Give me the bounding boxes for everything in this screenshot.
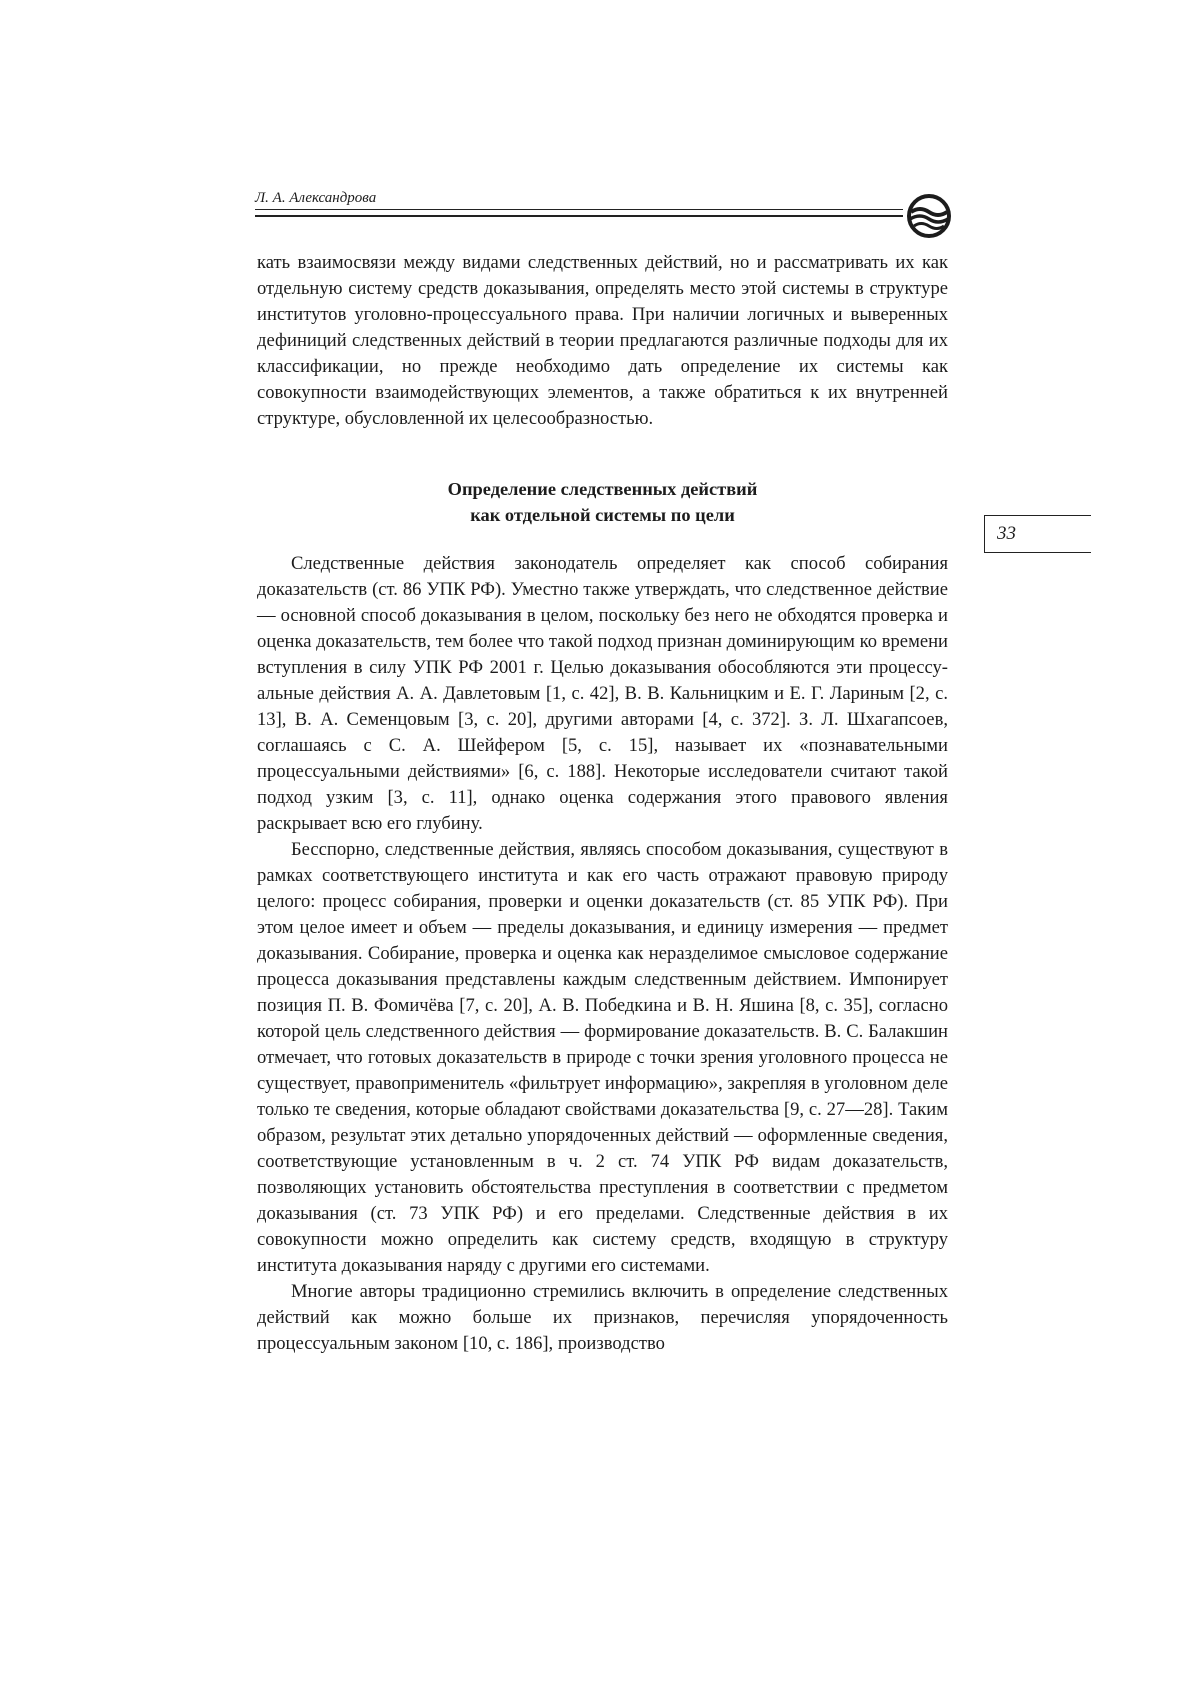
running-head-author: Л. А. Александрова [255,190,377,206]
paragraph-continued: кать взаимосвязи между видами следственных действий, но и рассматривать их как отдельную систему средств доказывания, определять место этой системы в структуре институтов уголовно-процессуального права. При наличии логичных и выверенных дефиниций следственных действий в теории предлагаются различные подходы для их классификации, но прежде необходимо дать определение их системы как совокупности взаимодействующих элементов, а также обратиться к их внутренней структуре, обусловленной их целесообразностью. [257,252,948,429]
section-heading-line-1: Определение следственных действий [447,479,758,499]
publisher-wave-logo-icon [905,192,953,240]
section-heading-line-2: как отдельной системы по цели [470,505,735,525]
section-heading [257,476,948,528]
body-text-top [257,250,948,432]
page-number-box [984,515,1091,553]
paragraph-2: Бесспорно, следственные действия, являясь способом доказывания, существуют в рамках соответствующего института и как его часть отражают правовую природу целого: процесс собирания, проверки и оценки доказательств (ст. 85 УПК РФ). При этом целое имеет и объем — пределы доказывания, и единицу измерения — предмет доказывания. Собирание, проверка и оценка как неразделимое смысловое содержание процесса доказывания представлены каждым следственным действием. Импонирует позиция П. В. Фомичёва [7, с. 20], А. В. Победкина и В. Н. Яшина [8, с. 35], согласно которой цель следственного действия — формирование доказательств. В. С. Балакшин отмечает, что готовых доказательств в природе с точки зрения уголовного процесса не существует, правоприменитель «фильтрует информацию», закрепляя в уголовном деле только те сведения, которые обладают свойствами доказательства [9, с. 27—28]. Таким образом, результат этих детально упорядоченных действий — оформленные сведения, соответствующие установленным в ч. 2 ст. 74 УПК РФ видам доказательств, позволяющих установить обстоятельства преступления в соответствии с предметом доказывания (ст. 73 УПК РФ) и его пределами. Следственные действия в их совокупности можно определить как систему средств, входящую в структуру института доказывания наряду с другими его системами. [257,839,948,1276]
header-rule [255,209,903,217]
paragraph-3: Многие авторы традиционно стремились включить в определение следственных действий как можно больше их признаков, перечисляя упорядоченность процессуальным законом [10, с. 186], производство [257,1281,948,1354]
body-text-main [257,551,948,1357]
paragraph-1: Следственные действия законодатель определяет как способ собирания доказательств (ст. 86 УПК РФ). Уместно также утверждать, что следственное действие — основной способ доказывания в целом, поскольку без него не обходятся проверка и оценка доказательств, тем более что такой подход признан доминирующим ко времени вступления в силу УПК РФ 2001 г. Целью доказывания обособляются эти процессуальные действия А. А. Давлетовым [1, с. 42], В. В. Кальницким и Е. Г. Лариным [2, с. 13], В. А. Семенцовым [3, с. 20], другими авторами [4, с. 372]. З. Л. Шхагапсоев, соглашаясь с С. А. Шейфером [5, с. 15], называет их «познавательными процессуальными действиями» [6, с. 188]. Некоторые исследователи считают такой подход узким [3, с. 11], однако оценка содержания этого правового явления раскрывает всю его глубину. [257,553,948,834]
page-number: 33 [997,523,1016,544]
